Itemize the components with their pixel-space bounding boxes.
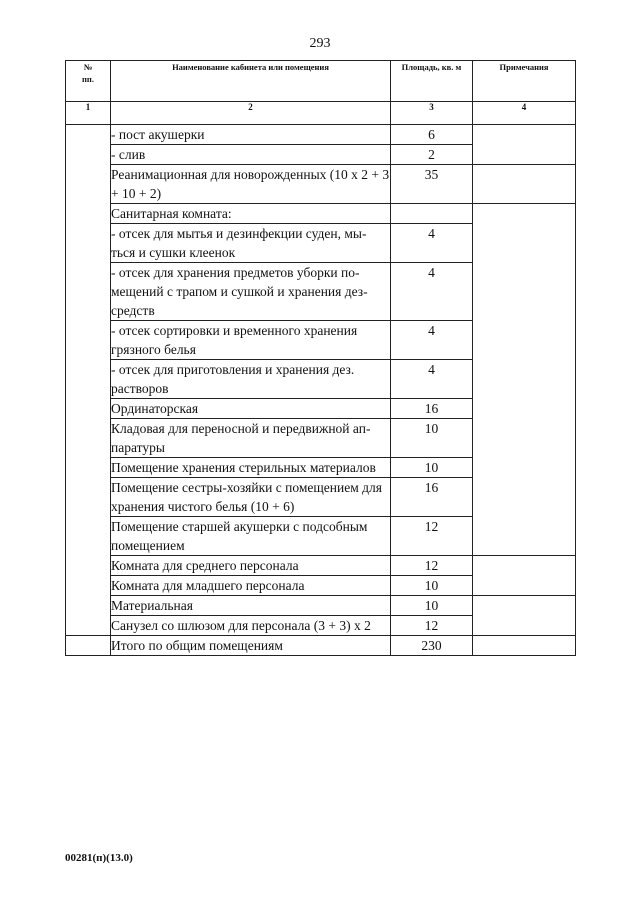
header-area: Площадь, кв. м xyxy=(391,61,473,102)
room-area: 4 xyxy=(391,224,473,263)
room-name: Помещение сестры-хозяйки с помещением для хранения чистого белья (10 + 6) xyxy=(111,478,391,517)
room-area: 10 xyxy=(391,576,473,596)
room-area: 12 xyxy=(391,616,473,636)
room-area: 12 xyxy=(391,556,473,576)
header-index xyxy=(66,61,111,102)
room-area: 10 xyxy=(391,419,473,458)
table-row xyxy=(66,204,576,224)
room-area: 4 xyxy=(391,263,473,321)
table-row xyxy=(66,596,576,616)
header-room-name: Наименование кабинета или помещения xyxy=(111,61,391,102)
room-area: 16 xyxy=(391,478,473,517)
table-row xyxy=(66,165,576,204)
notes-cell xyxy=(473,165,576,204)
room-name: - слив xyxy=(111,145,391,165)
index-cell-merged xyxy=(66,125,111,636)
page-number: 293 xyxy=(309,36,331,51)
column-number: 4 xyxy=(473,102,576,125)
column-number: 1 xyxy=(66,102,111,125)
room-area: 4 xyxy=(391,321,473,360)
rooms-table xyxy=(65,60,576,656)
document-code: 00281(п)(13.0) xyxy=(65,852,133,864)
header-notes: Примечания xyxy=(473,61,576,102)
table-row-total xyxy=(66,636,576,656)
room-name: - отсек для хранения предметов уборки по-мещений с трапом и сушкой и хранения дез-средств xyxy=(111,263,391,321)
room-name: Итого по общим помещениям xyxy=(111,636,391,656)
room-name: - отсек сортировки и временного хранения грязного белья xyxy=(111,321,391,360)
header-index-symbol: № xyxy=(83,62,93,72)
room-name: Помещение хранения стерильных материалов xyxy=(111,458,391,478)
room-name: - пост акушерки xyxy=(111,125,391,145)
room-area: 10 xyxy=(391,458,473,478)
room-area: 2 xyxy=(391,145,473,165)
room-name: Реанимационная для новорожденных (10 x 2 + 3 + 10 + 2) xyxy=(111,165,391,204)
header-index-abbr: пп. xyxy=(82,74,94,84)
room-name: Санитарная комната: xyxy=(111,204,391,224)
room-area: 16 xyxy=(391,399,473,419)
room-name: Ординаторская xyxy=(111,399,391,419)
room-name: Санузел со шлюзом для персонала (3 + 3) x 2 xyxy=(111,616,391,636)
notes-cell xyxy=(473,636,576,656)
index-cell xyxy=(66,636,111,656)
room-name: Комната для младшего персонала xyxy=(111,576,391,596)
notes-cell xyxy=(473,125,576,165)
room-name: Кладовая для переносной и передвижной ап-паратуры xyxy=(111,419,391,458)
notes-cell xyxy=(473,596,576,636)
room-name: Материальная xyxy=(111,596,391,616)
room-name: Комната для среднего персонала xyxy=(111,556,391,576)
notes-cell xyxy=(473,204,576,556)
table-row xyxy=(66,125,576,145)
room-name: - отсек для мытья и дезинфекции суден, мы-ться и сушки клеенок xyxy=(111,224,391,263)
room-area xyxy=(391,204,473,224)
table-row xyxy=(66,556,576,576)
room-area: 35 xyxy=(391,165,473,204)
room-name: - отсек для приготовления и хранения дез. растворов xyxy=(111,360,391,399)
column-number: 3 xyxy=(391,102,473,125)
room-area: 6 xyxy=(391,125,473,145)
column-numbers-row xyxy=(66,102,576,125)
room-area: 12 xyxy=(391,517,473,556)
room-area: 10 xyxy=(391,596,473,616)
room-name: Помещение старшей акушерки с подсобным помещением xyxy=(111,517,391,556)
table-header-row xyxy=(66,61,576,102)
room-area: 4 xyxy=(391,360,473,399)
notes-cell xyxy=(473,556,576,596)
room-area: 230 xyxy=(391,636,473,656)
column-number: 2 xyxy=(111,102,391,125)
